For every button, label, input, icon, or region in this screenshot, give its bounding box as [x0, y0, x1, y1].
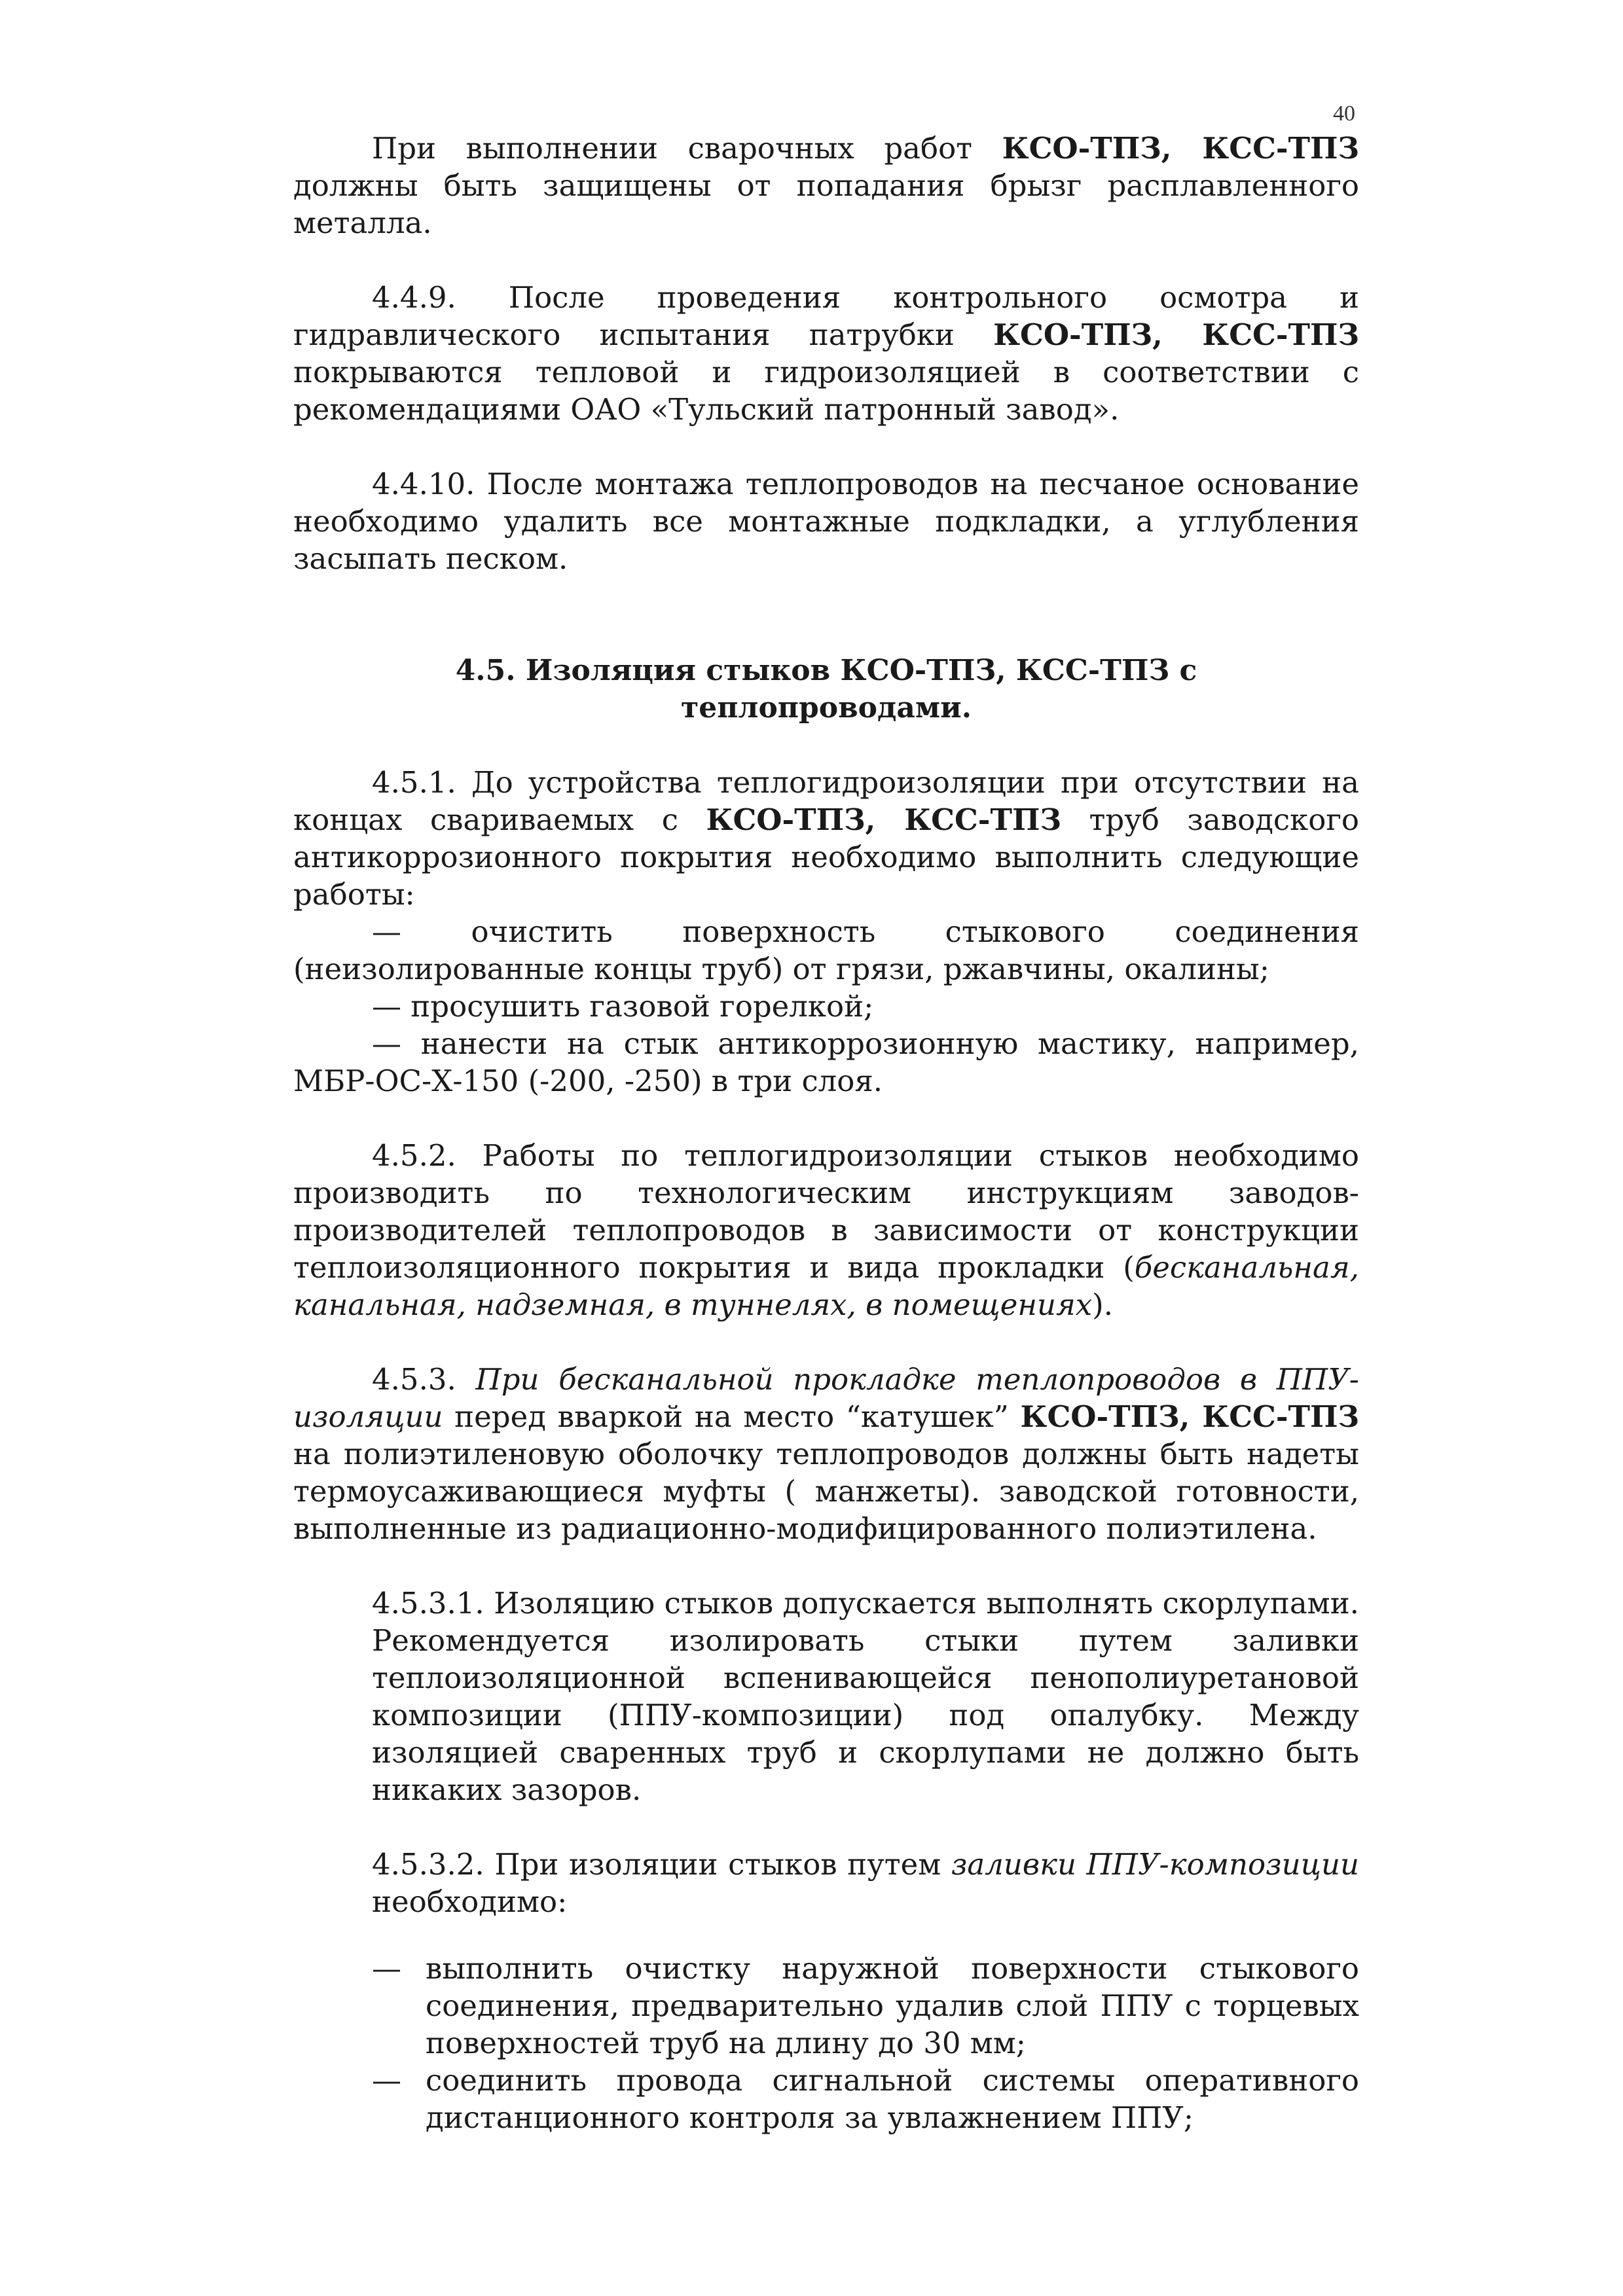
text: ). — [1092, 1287, 1114, 1322]
paragraph-4-5-1 — [293, 764, 1359, 913]
list-item-text: соединить провода сигнальной системы оперативного дистанционного контроля за увлажнением ППУ; — [426, 2063, 1359, 2135]
paragraph-4-5-2 — [293, 1137, 1359, 1323]
list-item: — очистить поверхность стыкового соединения (неизолированные концы труб) от грязи, ржавчины, окалины; — [293, 914, 1359, 986]
text: на полиэтиленовую оболочку теплопроводов должны быть надеты термоусаживающиеся муфты ( манжеты). заводской готовности, выполненные из радиационно-модифицированного полиэтилена. — [293, 1437, 1359, 1546]
italic-text: заливки ППУ-композиции — [951, 1847, 1359, 1882]
paragraph-4-5-3 — [293, 1361, 1359, 1547]
list-item: — просушить газовой горелкой; — [372, 989, 874, 1024]
text: необходимо: — [372, 1884, 568, 1919]
italic-text: бесканальная, канальная, надземная, в туннелях, в помещениях — [293, 1250, 1359, 1322]
heading-line-1: 4.5. Изоляция стыков КСО-ТПЗ, КСС-ТПЗ с — [455, 654, 1197, 687]
heading-line-2: теплопроводами. — [680, 691, 972, 725]
document-body — [293, 130, 1359, 2136]
dash-bullet: — — [372, 1951, 401, 1986]
product-code: КСО-ТПЗ, КСС-ТПЗ — [1002, 131, 1359, 166]
text: 4.4.9. После проведения контрольного осмотра и гидравлического испытания патрубки — [293, 280, 1359, 352]
text: перед вваркой на место “катушек” — [443, 1399, 1021, 1434]
number: 4.5.3.2. При изоляции стыков путем — [372, 1847, 951, 1882]
list-item: — нанести на стык антикоррозионную мастику, например, МБР-ОС-Х-150 (-200, -250) в три слоя. — [293, 1026, 1359, 1098]
product-code: КСО-ТПЗ, КСС-ТПЗ — [1020, 1399, 1359, 1434]
text: должны быть защищены от попадания брызг расплавленного металла. — [293, 168, 1359, 240]
text: При выполнении сварочных работ — [372, 131, 1002, 166]
number: 4.5.3. — [372, 1362, 476, 1397]
list-item — [372, 2062, 1359, 2136]
text: труб заводского антикоррозионного покрытия необходимо выполнить следующие работы: — [293, 802, 1359, 912]
italic-text: При бесканальной прокладке теплопроводов в ППУ-изоляции — [293, 1362, 1359, 1434]
paragraph-4-4-9 — [293, 279, 1359, 428]
list-item-text: выполнить очистку наружной поверхности стыкового соединения, предварительно удалив слой ППУ с торцевых поверхностей труб на длину до 30 мм; — [426, 1951, 1359, 2060]
text: покрываются тепловой и гидроизоляцией в соответствии с рекомендациями ОАО «Тульский патронный завод». — [293, 355, 1359, 427]
text: 4.5.2. Работы по теплогидроизоляции стыков необходимо производить по технологическим инструкциям заводов-производителей теплопроводов в зависимости от конструкции теплоизоляционного покрытия и вида прокладки ( — [293, 1138, 1359, 1285]
product-code: КСО-ТПЗ, КСС-ТПЗ — [706, 802, 1061, 837]
dash-bullet: — — [372, 2063, 401, 2098]
list-item — [372, 1950, 1359, 2062]
page-number: 40 — [1333, 101, 1355, 126]
product-code: КСО-ТПЗ, КСС-ТПЗ — [993, 317, 1359, 352]
text: 4.5.1. До устройства теплогидроизоляции при отсутствии на концах свариваемых с — [293, 765, 1359, 837]
paragraph-4-5-3-1: 4.5.3.1. Изоляцию стыков допускается выполнять скорлупами. Рекомендуется изолировать стыки путем заливки теплоизоляционной вспенивающейся пенополиуретановой композиции (ППУ-композиции) под опалубку. Между изоляцией сваренных труб и скорлупами не должно быть никаких зазоров. — [372, 1586, 1359, 1807]
paragraph-4-5-3-2 — [372, 1846, 1359, 1920]
section-heading-4-5 — [293, 652, 1359, 726]
paragraph-welding — [293, 130, 1359, 242]
paragraph-4-4-10: 4.4.10. После монтажа теплопроводов на песчаное основание необходимо удалить все монтажные подкладки, а углубления засыпать песком. — [293, 467, 1359, 576]
